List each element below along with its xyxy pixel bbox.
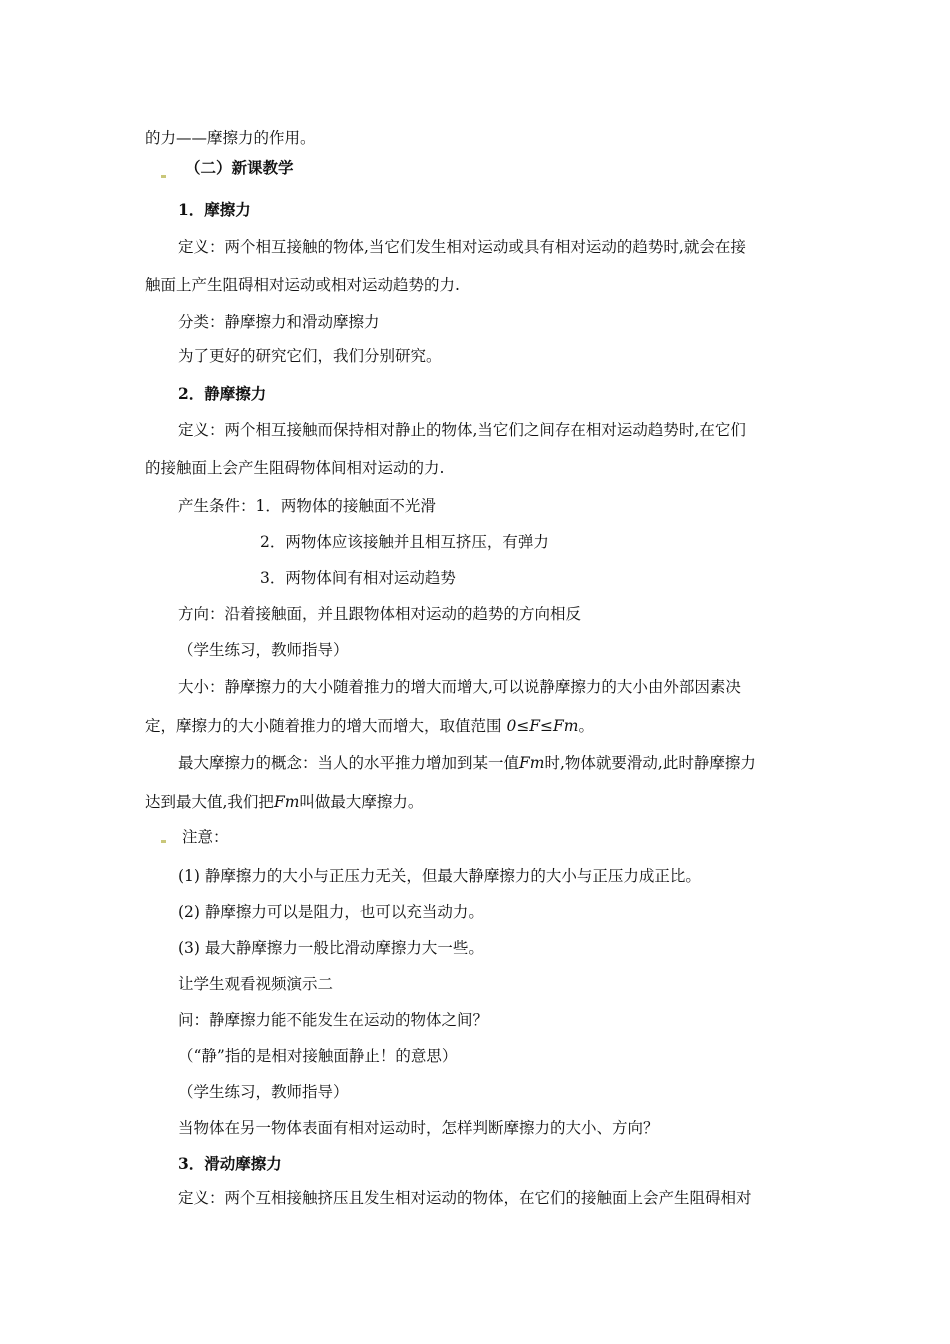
- text-line: 定义：两个相互接触而保持相对静止的物体,当它们之间存在相对运动趋势时,在它们: [178, 421, 746, 439]
- text-line: 的接触面上会产生阻碍物体间相对运动的力.: [145, 459, 445, 477]
- text-line: (3) 最大静摩擦力一般比滑动摩擦力大一些。: [178, 939, 484, 957]
- math-var: Fm: [273, 793, 300, 811]
- text-line: [178, 753, 756, 773]
- text-line: [145, 716, 594, 736]
- text-line: （“静”指的是相对接触面静止！的意思）: [178, 1047, 458, 1065]
- text-line: 让学生观看视频演示二: [178, 975, 334, 993]
- text-line: 分类：静摩擦力和滑动摩擦力: [178, 313, 380, 331]
- text-line: （学生练习，教师指导）: [178, 641, 349, 659]
- section-heading: （二）新课教学: [185, 158, 294, 177]
- text-line: 3．两物体间有相对运动趋势: [260, 569, 456, 587]
- text-span: 定，摩擦力的大小随着推力的增大而增大，取值范围: [145, 717, 502, 735]
- text-line: 2．两物体应该接触并且相互挤压，有弹力: [260, 533, 549, 551]
- text-span: 。: [578, 717, 595, 735]
- text-span: 最大摩擦力的概念：当人的水平推力增加到某一值: [178, 754, 520, 772]
- subheading: 1．摩擦力: [178, 200, 251, 219]
- text-line: 的力——摩擦力的作用。: [145, 129, 316, 147]
- text-line: 当物体在另一物体表面有相对运动时，怎样判断摩擦力的大小、方向？: [178, 1119, 659, 1137]
- text-span: 达到最大值,我们把: [145, 793, 274, 811]
- text-line: [145, 792, 423, 812]
- text-line: 大小：静摩擦力的大小随着推力的增大而增大,可以说静摩擦力的大小由外部因素决: [178, 678, 741, 696]
- text-line: 方向：沿着接触面，并且跟物体相对运动的趋势的方向相反: [178, 605, 582, 623]
- text-line: 为了更好的研究它们，我们分别研究。: [178, 347, 442, 365]
- math-var: Fm: [519, 754, 545, 772]
- text-span: 叫做最大摩擦力。: [299, 793, 424, 811]
- subheading: 2．静摩擦力: [178, 384, 267, 403]
- text-line: 定义：两个互相接触挤压且发生相对运动的物体，在它们的接触面上会产生阻碍相对: [178, 1189, 752, 1207]
- text-line: 定义：两个相互接触的物体,当它们发生相对运动或具有相对运动的趋势时,就会在接: [178, 238, 746, 256]
- subheading: 3．滑动摩擦力: [178, 1154, 282, 1173]
- text-line: (1) 静摩擦力的大小与正压力无关，但最大静摩擦力的大小与正压力成正比。: [178, 867, 701, 885]
- marker-dot: [161, 175, 166, 178]
- text-line: 产生条件：1．两物体的接触面不光滑: [178, 497, 436, 515]
- text-line: 注意：: [182, 828, 229, 846]
- text-line: (2) 静摩擦力可以是阻力，也可以充当动力。: [178, 903, 484, 921]
- text-line: 问：静摩擦力能不能发生在运动的物体之间？: [178, 1011, 489, 1029]
- text-span: 时,物体就要滑动,此时静摩擦力: [544, 754, 756, 772]
- text-line: （学生练习，教师指导）: [178, 1083, 349, 1101]
- text-line: 触面上产生阻碍相对运动或相对运动趋势的力.: [145, 276, 460, 294]
- marker-dot: [161, 840, 166, 843]
- math-range: 0≤F≤Fm: [506, 717, 579, 735]
